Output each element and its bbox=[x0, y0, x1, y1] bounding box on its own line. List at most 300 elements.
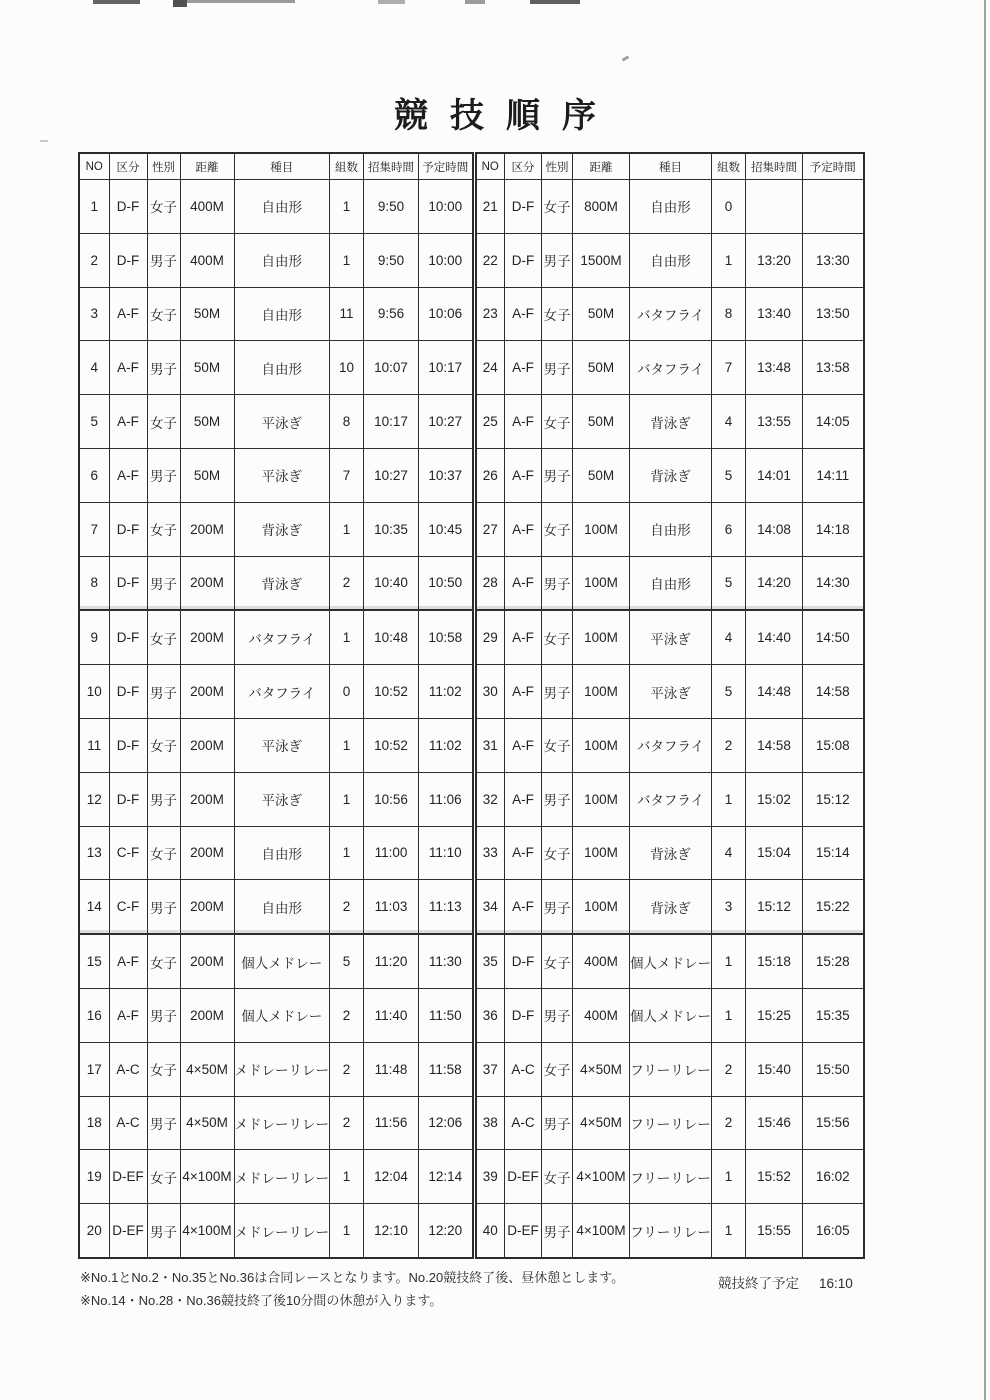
cell-call-time: 15:55 bbox=[746, 1204, 803, 1258]
cell-start-time: 16:05 bbox=[803, 1204, 864, 1258]
cell-distance: 4×100M bbox=[180, 1204, 234, 1258]
cell-event: バタフライ bbox=[234, 610, 330, 664]
header-call-time: 招集時間 bbox=[364, 153, 419, 180]
cell-gender: 男子 bbox=[542, 448, 573, 502]
cell-distance: 100M bbox=[573, 610, 630, 664]
cell-start-time: 10:58 bbox=[419, 610, 473, 664]
cell-heats: 1 bbox=[712, 934, 746, 988]
cell-gender: 女子 bbox=[542, 610, 573, 664]
schedule-table-right bbox=[475, 152, 865, 1259]
cell-gender: 男子 bbox=[542, 772, 573, 826]
cell-call-time: 13:20 bbox=[746, 233, 803, 287]
cell-start-time: 11:02 bbox=[419, 718, 473, 772]
cell-division: A-F bbox=[505, 502, 542, 556]
cell-call-time: 10:27 bbox=[364, 448, 419, 502]
header-start-time: 予定時間 bbox=[803, 153, 864, 180]
cell-event: 平泳ぎ bbox=[234, 718, 330, 772]
cell-distance: 400M bbox=[180, 233, 234, 287]
cell-division: A-C bbox=[109, 1042, 147, 1096]
cell-call-time: 11:40 bbox=[364, 988, 419, 1042]
event-row bbox=[79, 880, 473, 934]
event-schedule bbox=[78, 152, 865, 1259]
cell-heats: 5 bbox=[330, 934, 364, 988]
cell-no: 35 bbox=[476, 934, 505, 988]
cell-event: フリーリレー bbox=[630, 1096, 712, 1150]
cell-event: メドレーリレー bbox=[234, 1042, 330, 1096]
event-row bbox=[476, 934, 864, 988]
cell-no: 1 bbox=[79, 180, 109, 234]
cell-division: D-F bbox=[505, 180, 542, 234]
cell-gender: 男子 bbox=[147, 341, 180, 395]
cell-gender: 女子 bbox=[542, 718, 573, 772]
cell-heats: 2 bbox=[330, 988, 364, 1042]
cell-gender: 男子 bbox=[542, 665, 573, 719]
event-row bbox=[79, 772, 473, 826]
cell-call-time: 15:40 bbox=[746, 1042, 803, 1096]
schedule-table-left bbox=[78, 152, 474, 1259]
cell-no: 18 bbox=[79, 1096, 109, 1150]
cell-start-time: 10:00 bbox=[419, 180, 473, 234]
cell-distance: 50M bbox=[180, 395, 234, 449]
cell-heats: 2 bbox=[712, 1042, 746, 1096]
cell-heats: 1 bbox=[330, 1150, 364, 1204]
cell-call-time: 10:35 bbox=[364, 502, 419, 556]
cell-heats: 1 bbox=[712, 988, 746, 1042]
cell-gender: 女子 bbox=[147, 934, 180, 988]
cell-start-time: 10:50 bbox=[419, 556, 473, 610]
cell-start-time: 10:37 bbox=[419, 448, 473, 502]
cell-distance: 100M bbox=[573, 665, 630, 719]
cell-division: A-F bbox=[109, 988, 147, 1042]
cell-division: A-F bbox=[109, 341, 147, 395]
cell-gender: 女子 bbox=[147, 180, 180, 234]
cell-call-time: 11:56 bbox=[364, 1096, 419, 1150]
cell-call-time: 10:56 bbox=[364, 772, 419, 826]
cell-gender: 女子 bbox=[542, 395, 573, 449]
cell-division: A-F bbox=[505, 610, 542, 664]
cell-call-time: 14:40 bbox=[746, 610, 803, 664]
event-row bbox=[79, 341, 473, 395]
cell-division: A-F bbox=[505, 448, 542, 502]
cell-no: 21 bbox=[476, 180, 505, 234]
cell-event: フリーリレー bbox=[630, 1204, 712, 1258]
cell-call-time: 12:10 bbox=[364, 1204, 419, 1258]
cell-division: D-EF bbox=[109, 1150, 147, 1204]
cell-heats: 1 bbox=[330, 610, 364, 664]
cell-start-time: 15:56 bbox=[803, 1096, 864, 1150]
cell-event: バタフライ bbox=[630, 772, 712, 826]
cell-no: 20 bbox=[79, 1204, 109, 1258]
cell-gender: 男子 bbox=[542, 880, 573, 934]
cell-distance: 4×50M bbox=[573, 1096, 630, 1150]
cell-heats: 11 bbox=[330, 287, 364, 341]
cell-no: 37 bbox=[476, 1042, 505, 1096]
header-call-time: 招集時間 bbox=[746, 153, 803, 180]
cell-gender: 男子 bbox=[147, 448, 180, 502]
cell-no: 30 bbox=[476, 665, 505, 719]
cell-call-time: 15:12 bbox=[746, 880, 803, 934]
cell-gender: 男子 bbox=[542, 233, 573, 287]
cell-call-time: 11:20 bbox=[364, 934, 419, 988]
footnote-line: ※No.1とNo.2・No.35とNo.36は合同レースとなります。No.20競技終了後、昼休憩とします。 bbox=[80, 1270, 625, 1285]
cell-start-time: 10:45 bbox=[419, 502, 473, 556]
cell-division: A-C bbox=[505, 1096, 542, 1150]
header-distance: 距離 bbox=[180, 153, 234, 180]
cell-no: 10 bbox=[79, 665, 109, 719]
cell-event: 自由形 bbox=[234, 233, 330, 287]
cell-event: 平泳ぎ bbox=[630, 665, 712, 719]
cell-gender: 女子 bbox=[147, 610, 180, 664]
header-no: NO bbox=[79, 153, 109, 180]
cell-call-time bbox=[746, 180, 803, 234]
event-row bbox=[79, 665, 473, 719]
cell-heats: 5 bbox=[712, 665, 746, 719]
cell-no: 7 bbox=[79, 502, 109, 556]
cell-call-time: 15:25 bbox=[746, 988, 803, 1042]
cell-heats: 1 bbox=[330, 826, 364, 880]
cell-no: 31 bbox=[476, 718, 505, 772]
cell-event: メドレーリレー bbox=[234, 1150, 330, 1204]
cell-division: D-EF bbox=[505, 1204, 542, 1258]
cell-start-time: 14:30 bbox=[803, 556, 864, 610]
cell-heats: 2 bbox=[712, 718, 746, 772]
cell-gender: 女子 bbox=[542, 826, 573, 880]
cell-no: 13 bbox=[79, 826, 109, 880]
cell-no: 25 bbox=[476, 395, 505, 449]
header-event: 種目 bbox=[630, 153, 712, 180]
event-row bbox=[476, 1042, 864, 1096]
cell-start-time: 14:50 bbox=[803, 610, 864, 664]
scan-artifact bbox=[40, 140, 48, 142]
cell-start-time: 11:10 bbox=[419, 826, 473, 880]
cell-no: 32 bbox=[476, 772, 505, 826]
cell-start-time: 12:06 bbox=[419, 1096, 473, 1150]
cell-call-time: 13:55 bbox=[746, 395, 803, 449]
cell-distance: 50M bbox=[180, 341, 234, 395]
cell-no: 5 bbox=[79, 395, 109, 449]
cell-distance: 100M bbox=[573, 718, 630, 772]
cell-call-time: 15:46 bbox=[746, 1096, 803, 1150]
cell-start-time: 11:13 bbox=[419, 880, 473, 934]
cell-event: 個人メドレー bbox=[234, 934, 330, 988]
cell-distance: 200M bbox=[180, 826, 234, 880]
cell-distance: 50M bbox=[180, 448, 234, 502]
cell-event: 個人メドレー bbox=[630, 934, 712, 988]
cell-event: 背泳ぎ bbox=[234, 556, 330, 610]
cell-division: C-F bbox=[109, 826, 147, 880]
cell-event: バタフライ bbox=[234, 665, 330, 719]
cell-gender: 女子 bbox=[147, 1150, 180, 1204]
cell-heats: 4 bbox=[712, 826, 746, 880]
cell-start-time: 13:58 bbox=[803, 341, 864, 395]
cell-call-time: 13:48 bbox=[746, 341, 803, 395]
event-row bbox=[476, 880, 864, 934]
cell-call-time: 14:20 bbox=[746, 556, 803, 610]
event-row bbox=[79, 1042, 473, 1096]
event-row bbox=[476, 718, 864, 772]
cell-heats: 0 bbox=[330, 665, 364, 719]
cell-heats: 3 bbox=[712, 880, 746, 934]
cell-event: 自由形 bbox=[630, 180, 712, 234]
cell-heats: 2 bbox=[330, 1042, 364, 1096]
event-row bbox=[476, 287, 864, 341]
event-row bbox=[476, 556, 864, 610]
cell-heats: 7 bbox=[712, 341, 746, 395]
header-distance: 距離 bbox=[573, 153, 630, 180]
cell-distance: 100M bbox=[573, 826, 630, 880]
cell-call-time: 10:17 bbox=[364, 395, 419, 449]
cell-gender: 男子 bbox=[542, 341, 573, 395]
cell-event: バタフライ bbox=[630, 287, 712, 341]
end-time-block bbox=[718, 1272, 853, 1292]
cell-distance: 800M bbox=[573, 180, 630, 234]
cell-distance: 4×50M bbox=[180, 1096, 234, 1150]
cell-heats: 1 bbox=[330, 1204, 364, 1258]
cell-event: 自由形 bbox=[234, 880, 330, 934]
cell-no: 8 bbox=[79, 556, 109, 610]
cell-gender: 女子 bbox=[542, 934, 573, 988]
cell-distance: 50M bbox=[573, 395, 630, 449]
cell-no: 14 bbox=[79, 880, 109, 934]
cell-event: 平泳ぎ bbox=[630, 610, 712, 664]
scan-artifact bbox=[465, 0, 485, 4]
cell-distance: 4×100M bbox=[573, 1204, 630, 1258]
cell-gender: 女子 bbox=[147, 395, 180, 449]
cell-no: 36 bbox=[476, 988, 505, 1042]
header-division: 区分 bbox=[109, 153, 147, 180]
cell-event: 平泳ぎ bbox=[234, 772, 330, 826]
cell-call-time: 14:01 bbox=[746, 448, 803, 502]
cell-distance: 50M bbox=[573, 448, 630, 502]
cell-event: 自由形 bbox=[630, 502, 712, 556]
cell-heats: 10 bbox=[330, 341, 364, 395]
cell-gender: 男子 bbox=[147, 988, 180, 1042]
cell-no: 39 bbox=[476, 1150, 505, 1204]
cell-call-time: 13:40 bbox=[746, 287, 803, 341]
event-row bbox=[476, 341, 864, 395]
cell-no: 11 bbox=[79, 718, 109, 772]
cell-gender: 男子 bbox=[542, 556, 573, 610]
event-row bbox=[79, 826, 473, 880]
cell-distance: 400M bbox=[573, 988, 630, 1042]
cell-heats: 4 bbox=[712, 610, 746, 664]
scan-artifact bbox=[93, 0, 140, 4]
cell-no: 9 bbox=[79, 610, 109, 664]
cell-event: 背泳ぎ bbox=[630, 880, 712, 934]
cell-start-time: 15:08 bbox=[803, 718, 864, 772]
cell-event: 自由形 bbox=[234, 826, 330, 880]
cell-start-time: 15:12 bbox=[803, 772, 864, 826]
cell-gender: 男子 bbox=[542, 1204, 573, 1258]
cell-heats: 1 bbox=[712, 772, 746, 826]
cell-heats: 5 bbox=[712, 556, 746, 610]
event-row bbox=[79, 395, 473, 449]
cell-event: 個人メドレー bbox=[630, 988, 712, 1042]
cell-distance: 4×100M bbox=[573, 1150, 630, 1204]
cell-call-time: 10:40 bbox=[364, 556, 419, 610]
event-row bbox=[79, 1204, 473, 1258]
cell-no: 3 bbox=[79, 287, 109, 341]
scan-artifact bbox=[173, 0, 187, 7]
event-row bbox=[79, 1096, 473, 1150]
cell-no: 34 bbox=[476, 880, 505, 934]
cell-start-time: 15:14 bbox=[803, 826, 864, 880]
cell-call-time: 11:03 bbox=[364, 880, 419, 934]
cell-division: A-F bbox=[505, 287, 542, 341]
cell-division: D-F bbox=[505, 934, 542, 988]
cell-start-time: 11:50 bbox=[419, 988, 473, 1042]
header-heats: 組数 bbox=[330, 153, 364, 180]
header-event: 種目 bbox=[234, 153, 330, 180]
cell-division: A-F bbox=[109, 287, 147, 341]
cell-distance: 200M bbox=[180, 556, 234, 610]
cell-call-time: 14:48 bbox=[746, 665, 803, 719]
cell-heats: 1 bbox=[712, 233, 746, 287]
event-row bbox=[79, 502, 473, 556]
cell-start-time: 10:06 bbox=[419, 287, 473, 341]
cell-start-time: 15:28 bbox=[803, 934, 864, 988]
cell-heats: 1 bbox=[712, 1204, 746, 1258]
cell-start-time: 14:05 bbox=[803, 395, 864, 449]
cell-heats: 2 bbox=[330, 880, 364, 934]
cell-division: D-F bbox=[505, 988, 542, 1042]
cell-gender: 女子 bbox=[542, 1150, 573, 1204]
cell-start-time: 11:06 bbox=[419, 772, 473, 826]
cell-distance: 200M bbox=[180, 718, 234, 772]
cell-event: メドレーリレー bbox=[234, 1204, 330, 1258]
cell-heats: 2 bbox=[330, 1096, 364, 1150]
cell-start-time: 13:50 bbox=[803, 287, 864, 341]
cell-distance: 200M bbox=[180, 502, 234, 556]
cell-call-time: 10:48 bbox=[364, 610, 419, 664]
cell-call-time: 15:18 bbox=[746, 934, 803, 988]
cell-call-time: 15:02 bbox=[746, 772, 803, 826]
cell-event: 背泳ぎ bbox=[234, 502, 330, 556]
event-row bbox=[79, 718, 473, 772]
cell-distance: 100M bbox=[573, 772, 630, 826]
cell-start-time: 16:02 bbox=[803, 1150, 864, 1204]
cell-no: 16 bbox=[79, 988, 109, 1042]
cell-no: 15 bbox=[79, 934, 109, 988]
header-division: 区分 bbox=[505, 153, 542, 180]
header-row bbox=[79, 153, 473, 180]
cell-no: 27 bbox=[476, 502, 505, 556]
event-row bbox=[476, 448, 864, 502]
cell-event: 自由形 bbox=[234, 341, 330, 395]
cell-division: A-F bbox=[505, 826, 542, 880]
cell-event: 自由形 bbox=[630, 556, 712, 610]
cell-call-time: 10:52 bbox=[364, 718, 419, 772]
event-row bbox=[79, 287, 473, 341]
cell-call-time: 14:08 bbox=[746, 502, 803, 556]
cell-start-time: 10:17 bbox=[419, 341, 473, 395]
cell-start-time: 14:18 bbox=[803, 502, 864, 556]
cell-no: 38 bbox=[476, 1096, 505, 1150]
cell-distance: 50M bbox=[573, 341, 630, 395]
cell-distance: 4×100M bbox=[180, 1150, 234, 1204]
cell-division: A-F bbox=[505, 556, 542, 610]
cell-call-time: 11:00 bbox=[364, 826, 419, 880]
cell-heats: 1 bbox=[330, 718, 364, 772]
cell-no: 4 bbox=[79, 341, 109, 395]
cell-heats: 1 bbox=[330, 233, 364, 287]
scan-edge-line bbox=[984, 0, 986, 1400]
header-heats: 組数 bbox=[712, 153, 746, 180]
cell-call-time: 10:52 bbox=[364, 665, 419, 719]
cell-distance: 200M bbox=[180, 610, 234, 664]
cell-division: A-F bbox=[505, 880, 542, 934]
cell-division: D-EF bbox=[505, 1150, 542, 1204]
cell-no: 2 bbox=[79, 233, 109, 287]
cell-event: 個人メドレー bbox=[234, 988, 330, 1042]
scan-artifact bbox=[187, 0, 295, 3]
cell-division: C-F bbox=[109, 880, 147, 934]
cell-distance: 200M bbox=[180, 772, 234, 826]
end-time-value: 16:10 bbox=[819, 1276, 853, 1291]
cell-division: D-F bbox=[109, 556, 147, 610]
cell-distance: 400M bbox=[180, 180, 234, 234]
cell-division: A-F bbox=[505, 718, 542, 772]
cell-heats: 8 bbox=[330, 395, 364, 449]
cell-heats: 1 bbox=[330, 772, 364, 826]
cell-no: 24 bbox=[476, 341, 505, 395]
cell-distance: 50M bbox=[180, 287, 234, 341]
cell-start-time: 13:30 bbox=[803, 233, 864, 287]
cell-heats: 4 bbox=[712, 395, 746, 449]
cell-call-time: 9:50 bbox=[364, 233, 419, 287]
cell-gender: 男子 bbox=[147, 772, 180, 826]
scan-artifact bbox=[378, 0, 405, 4]
cell-heats: 2 bbox=[330, 556, 364, 610]
cell-no: 23 bbox=[476, 287, 505, 341]
scan-artifact bbox=[530, 0, 580, 4]
cell-distance: 4×50M bbox=[573, 1042, 630, 1096]
cell-start-time: 11:30 bbox=[419, 934, 473, 988]
cell-division: A-F bbox=[109, 395, 147, 449]
cell-division: A-C bbox=[109, 1096, 147, 1150]
event-row bbox=[79, 934, 473, 988]
cell-distance: 4×50M bbox=[180, 1042, 234, 1096]
cell-start-time: 11:02 bbox=[419, 665, 473, 719]
cell-gender: 女子 bbox=[147, 1042, 180, 1096]
header-gender: 性別 bbox=[147, 153, 180, 180]
cell-start-time: 12:20 bbox=[419, 1204, 473, 1258]
header-gender: 性別 bbox=[542, 153, 573, 180]
cell-division: D-EF bbox=[109, 1204, 147, 1258]
cell-division: D-F bbox=[109, 233, 147, 287]
cell-gender: 女子 bbox=[542, 1042, 573, 1096]
cell-division: D-F bbox=[109, 610, 147, 664]
cell-call-time: 9:50 bbox=[364, 180, 419, 234]
cell-event: フリーリレー bbox=[630, 1150, 712, 1204]
cell-gender: 男子 bbox=[147, 1204, 180, 1258]
cell-division: A-C bbox=[505, 1042, 542, 1096]
cell-gender: 男子 bbox=[147, 233, 180, 287]
cell-call-time: 10:07 bbox=[364, 341, 419, 395]
event-row bbox=[476, 1204, 864, 1258]
cell-event: 背泳ぎ bbox=[630, 448, 712, 502]
cell-start-time bbox=[803, 180, 864, 234]
cell-event: 自由形 bbox=[234, 180, 330, 234]
cell-gender: 男子 bbox=[542, 988, 573, 1042]
event-row bbox=[476, 665, 864, 719]
cell-distance: 100M bbox=[573, 880, 630, 934]
cell-event: 平泳ぎ bbox=[234, 448, 330, 502]
cell-distance: 200M bbox=[180, 880, 234, 934]
event-row bbox=[476, 988, 864, 1042]
cell-heats: 5 bbox=[712, 448, 746, 502]
cell-start-time: 10:27 bbox=[419, 395, 473, 449]
